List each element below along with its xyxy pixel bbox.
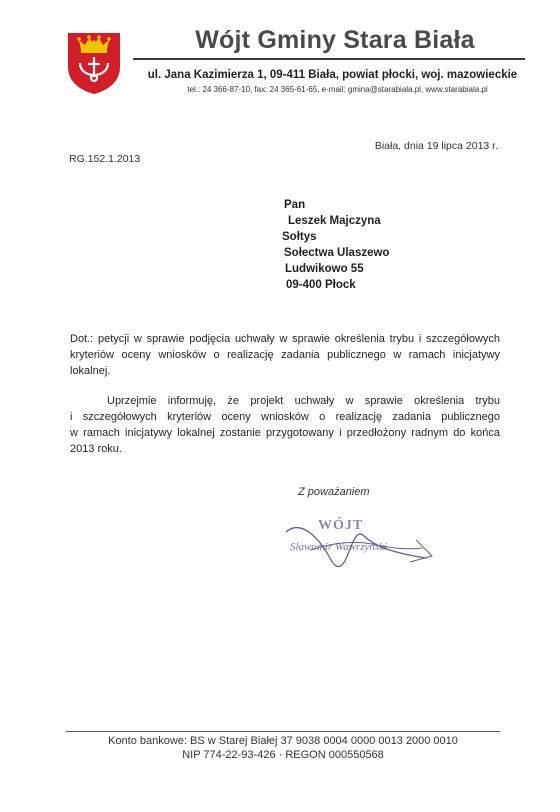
bank-account: Konto bankowe: BS w Starej Białej 37 9038 0004 0000 0013 2000 0010 <box>108 735 458 747</box>
closing-greeting: Z poważaniem <box>298 486 370 498</box>
place-and-date: Biała, dnia 19 lipca 2013 r. <box>374 140 498 152</box>
subject-line: Dot.: petycji w sprawie podjęcia uchwały w sprawie określenia trybu i szczegółowych <box>70 333 500 345</box>
handwritten-signature <box>280 510 440 580</box>
addressee-postal: 09-400 Płock <box>286 279 356 291</box>
signer-name: Sławomir Wawrzyński <box>290 541 388 553</box>
stamp-title: WÓJT <box>318 518 364 533</box>
footer-divider <box>66 731 500 732</box>
addressee-village: Sołectwa Ulaszewo <box>284 247 390 259</box>
subject-line: kryteriów oceny wniosków o realizację zadania publicznego w ramach inicjatywy <box>70 349 500 361</box>
body-paragraph-line: 2013 roku. <box>70 443 122 455</box>
addressee-name: Leszek Majczyna <box>288 215 381 227</box>
office-address: ul. Jana Kazimierza 1, 09-411 Biała, powiat płocki, woj. mazowieckie <box>147 69 518 81</box>
body-paragraph-line: w ramach inicjatywy lokalnej zostanie przygotowany i przedłożony radnym do końca <box>70 427 500 439</box>
addressee-street: Ludwikowo 55 <box>285 263 364 275</box>
office-contact: tel.: 24 366-87-10, fax: 24 365-61-65, e-mail: gmina@starabiala.pl, www.starabiala.pl <box>187 85 488 94</box>
organization-title: Wójt Gminy Stara Biała <box>195 26 475 54</box>
coat-of-arms-logo <box>66 31 122 95</box>
tax-ids: NIP 774-22-93-426 · REGON 000550568 <box>182 749 384 761</box>
header-divider <box>133 58 525 60</box>
body-paragraph-line: Uprzejmie informuję, że projekt uchwały w sprawie określenia trybu <box>107 395 500 407</box>
reference-number: RG.152.1.2013 <box>69 153 141 165</box>
subject-line: lokalnej. <box>70 365 111 377</box>
body-paragraph-line: i szczegółowych kryteriów oceny wniosków o realizację zadania publicznego <box>70 411 500 423</box>
addressee-role: Sołtys <box>282 231 317 243</box>
addressee-salutation: Pan <box>284 199 306 211</box>
